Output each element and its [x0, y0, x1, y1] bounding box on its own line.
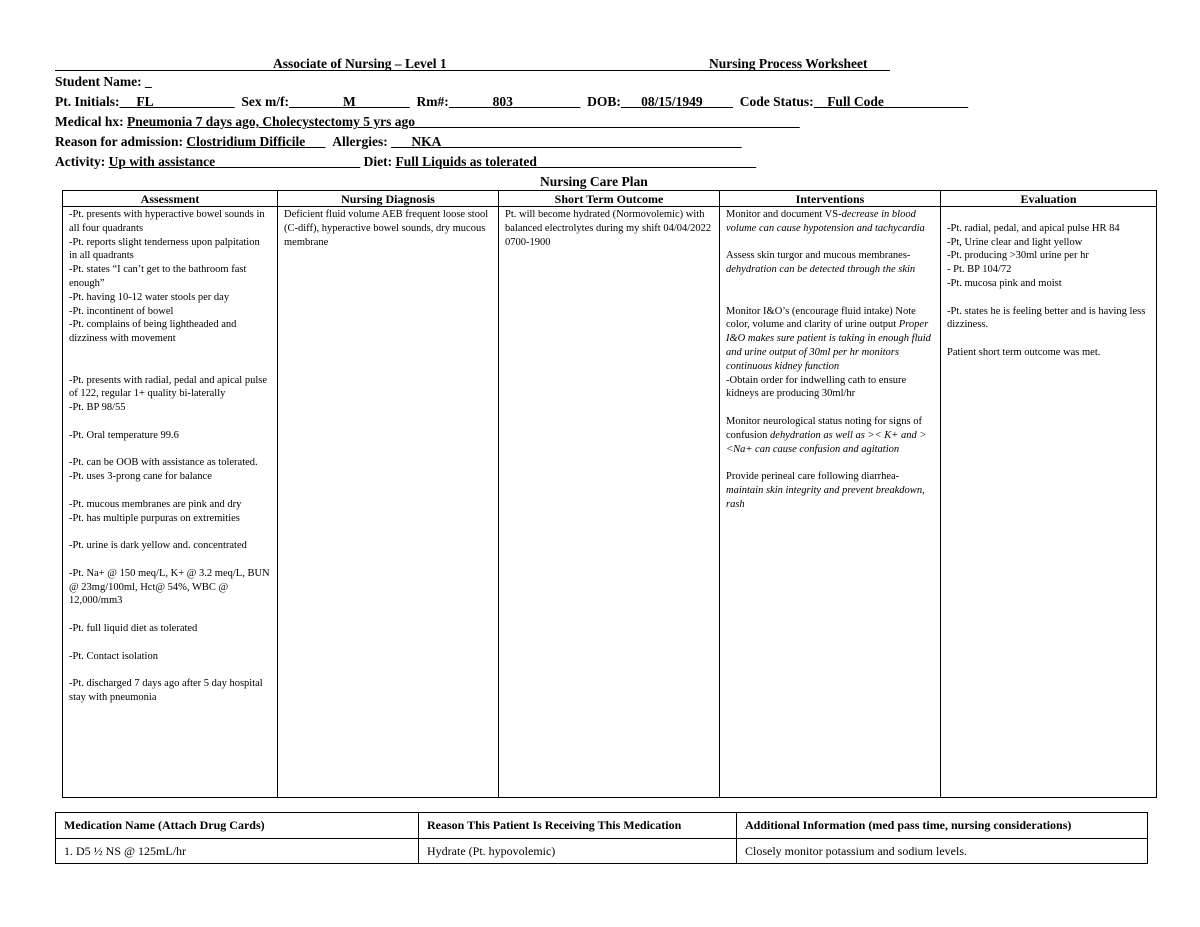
evaluation-cell[interactable] [941, 207, 1157, 798]
medical-history-row [55, 114, 800, 130]
assessment-item: -Pt. has multiple purpuras on extremities [69, 512, 240, 524]
reason-value[interactable]: Clostridium Difficile [186, 134, 306, 149]
assessment-item: -Pt. uses 3-prong cane for balance [69, 471, 212, 483]
evaluation-item: -Pt. radial, pedal, and apical pulse HR 84 [947, 222, 1120, 234]
diet-value[interactable]: Full Liquids as tolerated [395, 154, 537, 169]
assessment-item: -Pt. Contact isolation [69, 650, 158, 662]
assessment-item: -Pt. urine is dark yellow and. concentrated [69, 540, 247, 552]
intervention-item: Provide perineal care following diarrhea-maintain skin integrity and prevent breakdown, rash [726, 471, 925, 510]
assessment-item: -Pt. having 10-12 water stools per day [69, 291, 230, 303]
assessment-item: -Pt. states “I can’t get to the bathroom fast enough” [69, 264, 247, 289]
initials-value[interactable]: FL [136, 94, 154, 109]
medical-history-value[interactable]: Pneumonia 7 days ago, Cholecystectomy 5 yrs ago [127, 114, 415, 129]
assessment-item: -Pt. Oral temperature 99.6 [69, 429, 179, 441]
col-medication-info: Additional Information (med pass time, nursing considerations) [737, 813, 1148, 839]
col-short-term-outcome: Short Term Outcome [499, 191, 720, 207]
worksheet-title: Nursing Process Worksheet [709, 56, 868, 71]
medication-row [56, 839, 1148, 864]
evaluation-item: -Pt, Urine clear and light yellow [947, 236, 1083, 248]
diagnosis-text: Deficient fluid volume AEB frequent loose stool (C-diff), hyperactive bowel sounds, dry mucous membrane [284, 209, 489, 248]
col-evaluation: Evaluation [941, 191, 1157, 207]
evaluation-item: -Pt. mucosa pink and moist [947, 277, 1062, 289]
assessment-item: -Pt. BP 98/55 [69, 402, 126, 414]
care-plan-row [63, 207, 1157, 798]
assessment-item: -Pt. mucous membranes are pink and dry [69, 498, 242, 510]
intervention-item: Monitor and document VS-decrease in blood volume can cause hypotension and tachycardia [726, 209, 925, 234]
dob-label: DOB: [587, 94, 621, 109]
assessment-item: -Pt. discharged 7 days ago after 5 day hospital stay with pneumonia [69, 678, 263, 703]
care-plan-table [62, 190, 1157, 798]
activity-diet-row [55, 154, 756, 170]
assessment-item: -Pt. reports slight tenderness upon palpitation in all quadrants [69, 236, 260, 262]
code-status-value[interactable]: Full Code [827, 94, 884, 109]
intervention-item: Assess skin turgor and mucous membranes-dehydration can be detected through the skin [726, 250, 916, 276]
assessment-item: -Pt. Na+ @ 150 meq/L, K+ @ 3.2 meq/L, BUN @ 23mg/100ml, Hct@ 54%, WBC @ 12,000/mm3 [69, 567, 270, 607]
interventions-cell[interactable] [720, 207, 941, 798]
initials-label: Pt. Initials: [55, 94, 120, 109]
short-term-outcome-cell[interactable] [499, 207, 720, 798]
assessment-item: -Pt. incontinent of bowel [69, 305, 174, 317]
assessment-item: -Pt. full liquid diet as tolerated [69, 622, 198, 634]
col-nursing-diagnosis: Nursing Diagnosis [278, 191, 499, 207]
medication-reason-cell[interactable]: Hydrate (Pt. hypovolemic) [419, 839, 737, 864]
intervention-item: -Obtain order for indwelling cath to ensure kidneys are producing 30ml/hr [726, 374, 907, 400]
assessment-item: -Pt. can be OOB with assistance as tolerated. [69, 457, 258, 469]
care-plan-title: Nursing Care Plan [540, 174, 648, 189]
sex-value[interactable]: M [343, 94, 356, 109]
dob-value[interactable]: 08/15/1949 [641, 94, 703, 109]
diet-label: Diet: [363, 154, 393, 169]
reason-label: Reason for admission: [55, 134, 184, 149]
assessment-item: -Pt. presents with radial, pedal and apical pulse of 122, regular 1+ quality bi-laterally [69, 374, 267, 400]
patient-info-row [55, 94, 968, 110]
evaluation-item: -Pt. states he is feeling better and is having less dizziness. [947, 305, 1146, 331]
evaluation-item: - Pt. BP 104/72 [947, 264, 1012, 276]
program-title: Associate of Nursing – Level 1 [273, 56, 447, 71]
care-plan-header-row [63, 191, 1157, 207]
intervention-item: Monitor neurological status noting for signs of confusion dehydration as well as >< K+ and ><Na+ can cause confusion and agitation [726, 415, 927, 455]
assessment-item: -Pt. presents with hyperactive bowel sounds in all four quadrants [69, 209, 265, 234]
activity-label: Activity: [55, 154, 106, 169]
col-medication-name: Medication Name (Attach Drug Cards) [56, 813, 419, 839]
admission-row [55, 134, 742, 150]
intervention-item: Monitor I&O’s (encourage fluid intake) Note color, volume and clarity of urine output Proper I&O makes sure patient is taking in enough fluid and urine output of 30ml per hr monitors continuous kidney function [726, 305, 931, 372]
code-status-label: Code Status: [739, 94, 814, 109]
room-label: Rm#: [416, 94, 449, 109]
allergies-value[interactable]: NKA [411, 134, 442, 149]
student-name-field[interactable]: Student Name: _ [55, 74, 152, 89]
medication-info-cell[interactable]: Closely monitor potassium and sodium levels. [737, 839, 1148, 864]
room-value[interactable]: 803 [492, 94, 513, 109]
medication-table [55, 812, 1148, 864]
col-interventions: Interventions [720, 191, 941, 207]
assessment-item: -Pt. complains of being lightheaded and dizziness with movement [69, 319, 237, 345]
medication-name-cell[interactable]: 1. D5 ½ NS @ 125mL/hr [56, 839, 419, 864]
outcome-text: Pt. will become hydrated (Normovolemic) with balanced electrolytes during my shift 04/04/2022 0700-1900 [505, 209, 712, 248]
nursing-diagnosis-cell[interactable] [278, 207, 499, 798]
col-medication-reason: Reason This Patient Is Receiving This Medication [419, 813, 737, 839]
medication-header-row [56, 813, 1148, 839]
activity-value[interactable]: Up with assistance [108, 154, 216, 169]
sex-label: Sex m/f: [241, 94, 290, 109]
evaluation-item: Patient short term outcome was met. [947, 346, 1101, 358]
medical-history-label: Medical hx: [55, 114, 124, 129]
col-assessment: Assessment [63, 191, 278, 207]
evaluation-item: -Pt. producing >30ml urine per hr [947, 250, 1089, 262]
allergies-label: Allergies: [332, 134, 388, 149]
assessment-cell[interactable] [63, 207, 278, 798]
